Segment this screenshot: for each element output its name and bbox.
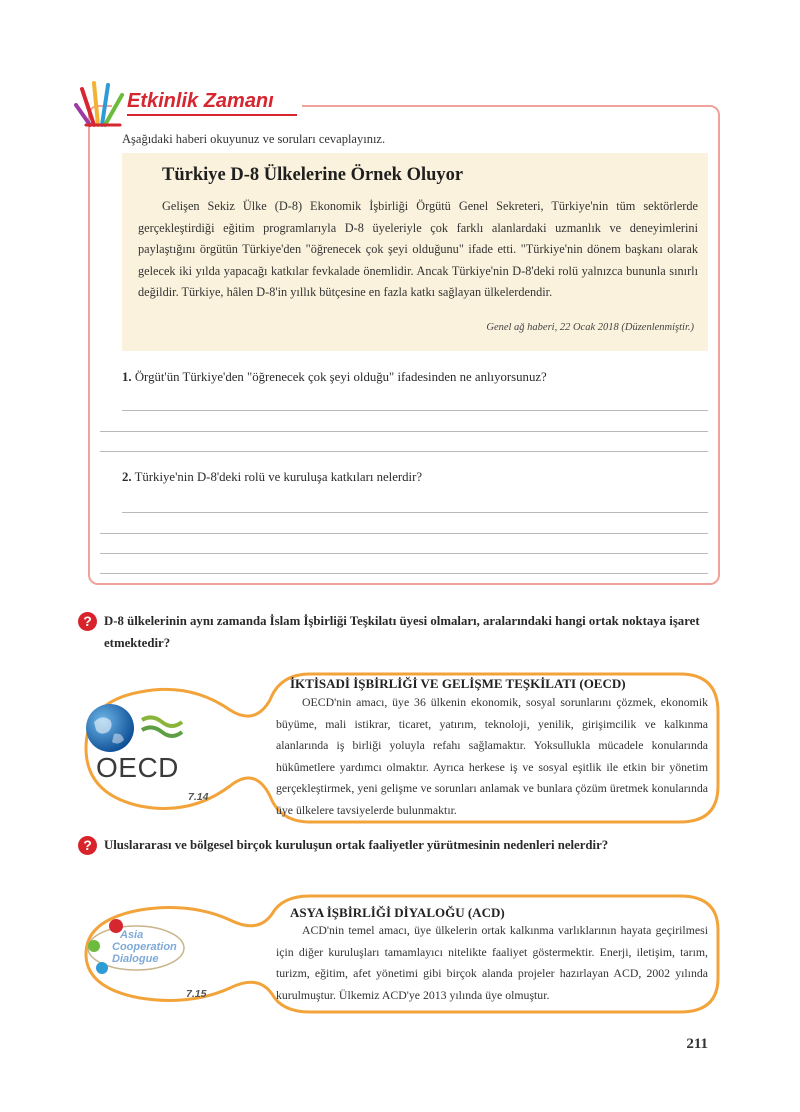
- answer-line[interactable]: [100, 431, 708, 432]
- think-question-1: D-8 ülkelerinin aynı zamanda İslam İşbirliği Teşkilatı üyesi olmaları, aralarındaki hangi ortak noktaya işaret etmektedir?: [104, 614, 700, 650]
- oecd-logo-text: OECD: [96, 752, 179, 783]
- news-title: Türkiye D-8 Ülkelerine Örnek Oluyor: [162, 165, 464, 185]
- oecd-heading: İKTİSADİ İŞBİRLİĞİ VE GELİŞME TEŞKİLATI (OECD): [290, 676, 626, 691]
- figure-label: 7.15: [186, 988, 207, 1000]
- answer-line[interactable]: [122, 410, 708, 411]
- question-2: [122, 470, 422, 485]
- acd-body: ACD'nin temel amacı, üye ülkelerin ortak kalkınma varlıklarının hayata geçirilmesi için diğer kuruluşları tamamlayıcı nitelikte faaliyet göstermektir. Enerji, iletişim, tarım, turizm, eğitim, afet yönetimi gibi birçok alanda projeler hazırlayan ACD, 2002 yılında kurulmuştur. Ülkemiz ACD'ye 2013 yılında üye olmuştur.: [276, 923, 708, 1002]
- figure-label: 7.14: [188, 791, 209, 803]
- question-1-text: Örgüt'ün Türkiye'den "öğrenecek çok şeyi olduğu" ifadesinden ne anlıyorsunuz?: [134, 370, 547, 384]
- acd-logo-line: Asia: [120, 929, 144, 941]
- activity-instruction: Aşağıdaki haberi okuyunuz ve soruları cevaplayınız.: [122, 132, 386, 146]
- answer-line[interactable]: [122, 512, 708, 513]
- acd-logo-line: Cooperation: [112, 941, 177, 953]
- question-mark-icon: ?: [78, 612, 97, 631]
- globe-icon: [84, 702, 136, 754]
- activity-title: Etkinlik Zamanı: [127, 90, 274, 112]
- oecd-wave-icon: [140, 712, 184, 744]
- acd-logo-text: [112, 929, 177, 965]
- answer-line[interactable]: [100, 553, 708, 554]
- question-1: [122, 370, 547, 385]
- question-mark-icon: ?: [78, 836, 97, 855]
- page-number: 211: [686, 1036, 708, 1052]
- question-1-number: 1.: [122, 370, 132, 384]
- news-source: Genel ağ haberi, 22 Ocak 2018 (Düzenlenmiştir.): [486, 322, 694, 333]
- question-2-number: 2.: [122, 470, 132, 484]
- question-2-text: Türkiye'nin D-8'deki rolü ve kuruluşa katkıları nelerdir?: [134, 470, 423, 484]
- answer-line[interactable]: [100, 451, 708, 452]
- title-underline: [127, 112, 297, 118]
- oecd-body: OECD'nin amacı, üye 36 ülkenin ekonomik, sosyal sorunlarını çözmek, ekonomik büyüme, mali istikrar, ticaret, yatırım, teknoloji, yenilik, girişimcilik ve kalkınma alanlarında iş birliği yoluyla refahı sağlamaktır. Yoksullukla mücadele konularında hükûmetlere yardımcı olmaktır. Ayrıca herkese iş ve sosyal eşitlik ile etkin bir yönetim gerçekleştirmek, yeni gelişme ve sorunları anlamak ve bunlara çözüm üretmek konularında üye ülkelere tavsiyelerde bulunmaktır.: [276, 695, 708, 817]
- news-body: Gelişen Sekiz Ülke (D-8) Ekonomik İşbirliği Örgütü Genel Sekreteri, Türkiye'nin tüm sektörlerde gerçekleştirdiği eğitim programlarıyla D-8 üyeleriyle çok farklı alanlardaki uzmanlık ve deneyimlerini paylaştığını örgütün Türkiye'den "öğrenecek çok şeyi olduğunu" ifade etti. "Türkiye'nin dönem başkanı olarak gelecek iki yılda yapacağı katkılar fevkalade önemlidir. Ancak Türkiye'nin D-8'deki rolü yalnızca bununla sınırlı değildir. Türkiye, hâlen D-8'in yıllık bütçesine en fazla katkı sağlayan ülkelerdendir.: [138, 199, 698, 299]
- pencils-icon: [72, 75, 132, 135]
- acd-heading: ASYA İŞBİRLİĞİ DİYALOĞU (ACD): [290, 905, 505, 920]
- answer-line[interactable]: [100, 573, 708, 574]
- think-question-2: Uluslararası ve bölgesel birçok kuruluşun ortak faaliyetler yürütmesinin nedenleri nelerdir?: [104, 838, 609, 852]
- answer-line[interactable]: [100, 533, 708, 534]
- acd-logo-line: Dialogue: [112, 953, 159, 965]
